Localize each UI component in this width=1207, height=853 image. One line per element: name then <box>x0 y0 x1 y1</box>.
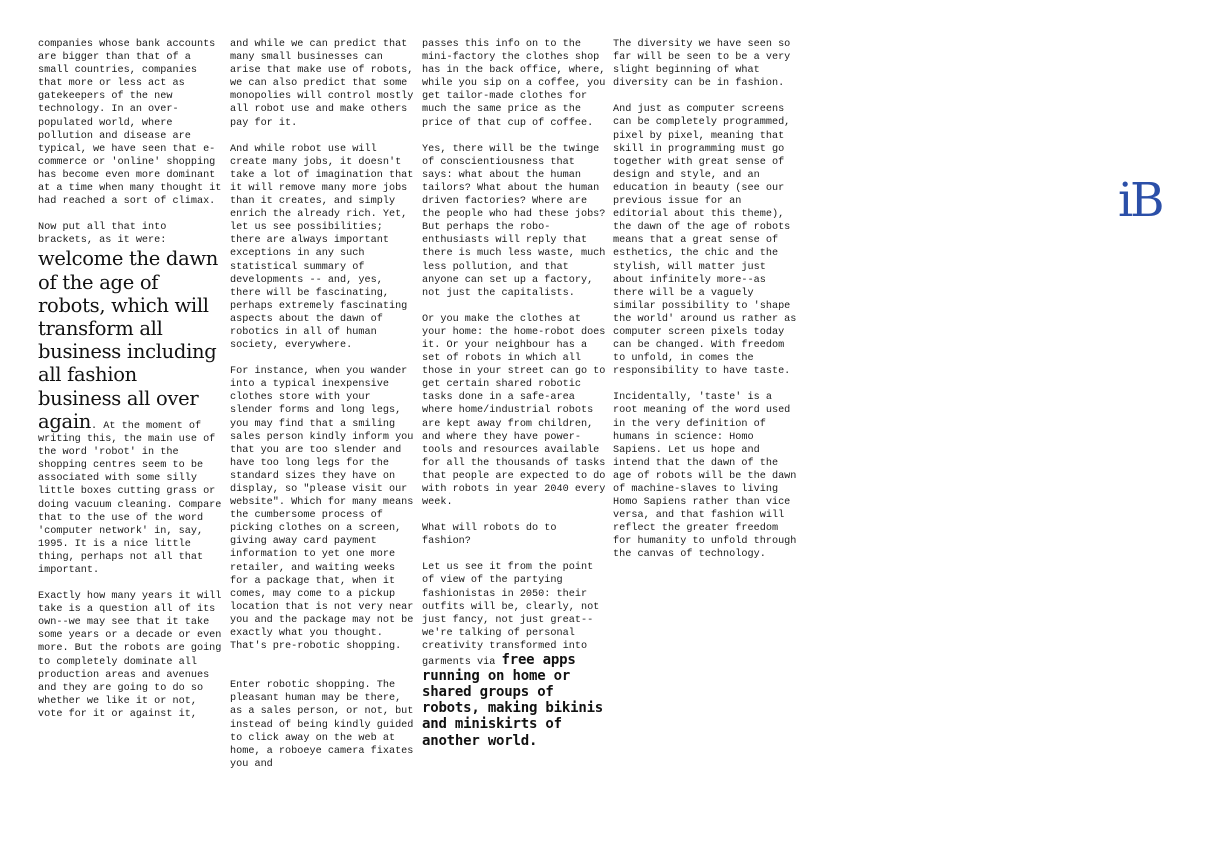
paragraph: Enter robotic shopping. The pleasant human may be there, as a sales person, or not, but instead of being kindly guided to click away on the web at home, a roboeye camera fixates you and <box>230 680 414 770</box>
article-column-3 <box>422 38 606 763</box>
article-column-4 <box>613 38 797 575</box>
pullquote-large: welcome the dawn of the age of robots, which will transform all business including all fashion business all over again <box>38 247 219 433</box>
paragraph: Or you make the clothes at your home: the home-robot does it. Or your neighbour has a set of robots in which all those in your street can go to get certain shared robotic tasks done in a safe-area where home/industrial robots are kept away from children, and where they have power-tools and resources available for all the thousands of tasks that people are expected to do with robots in year 2040 every week. <box>422 313 606 509</box>
paragraph: passes this info on to the mini-factory the clothes shop has in the back office, where, while you sip on a coffee, you get tailor-made clothes for much the same price as the price of that cup of coffee. <box>422 39 606 129</box>
pullquote-intro: Now put all that into brackets, as it were: <box>38 222 167 247</box>
paragraph: Incidentally, 'taste' is a root meaning of the word used in the very definition of humans in science: Homo Sapiens. Let us hope and intend that the dawn of the age of robots will be the dawn of machine-slaves to living Homo Sapiens rather than vice versa, and that fashion will reflect the greater freedom for humanity to unfold through the canvas of technology. <box>613 392 797 561</box>
paragraph: And while robot use will create many jobs, it doesn't take a lot of imagination that it will remove many more jobs than it creates, and simply enrich the already rich. Yet, let us see possibilities; there are always important exceptions in any such statistical summary of developments -- and, yes, there will be fascinating, perhaps extremely fascinating aspects about the dawn of robotics in all of human society, everywhere. <box>230 143 414 352</box>
paragraph: What will robots do to fashion? <box>422 523 557 548</box>
emphasis-large: free apps running on home or shared groups of robots, making bikinis and miniskirts of another world. <box>422 652 604 749</box>
paragraph: and while we can predict that many small businesses can arise that make use of robots, we can also predict that some monopolies will control mostly all robot use and make others pay for it. <box>230 39 414 129</box>
article-column-1 <box>38 38 222 734</box>
paragraph: companies whose bank accounts are bigger than that of a small countries, companies that more or less act as gatekeepers of the new technology. In an over-populated world, where pollution and disease are typical, we have seen that e-commerce or 'online' shopping has become even more dominant at a time when many thought it had reached a sort of climax. <box>38 39 222 208</box>
paragraph-continuation: . At the moment of writing this, the main use of the word 'robot' in the shopping centres seem to be associated with some silly little boxes cutting grass or doing vacuum cleaning. Compare that to the use of the word 'computer network' in, say, 1995. It is a nice little thing, perhaps not all that important. <box>38 420 222 576</box>
ib-logo-text: iB <box>1118 176 1162 218</box>
paragraph: Yes, there will be the twinge of conscientiousness that says: what about the human tailors? What about the human driven factories? Where are the people who had these jobs? But perhaps the robo-enthusiasts will reply that there is much less waste, much less pollution, and that anyone can set up a factory, not just the capitalists. <box>422 143 606 299</box>
ib-logo <box>1118 176 1164 218</box>
paragraph-with-pullquote <box>38 221 222 577</box>
paragraph: The diversity we have seen so far will be seen to be a very slight beginning of what diversity can be in fashion. <box>613 39 791 90</box>
paragraph: And just as computer screens can be completely programmed, pixel by pixel, meaning that skill in programming must go together with great sense of design and style, and an education in beauty (see our previous issue for an editorial about this theme), the dawn of the age of robots means that a great sense of esthetics, the chic and the stylish, will matter just about infinitely more--as there will be a vaguely similar possibility to 'shape the world' around us rather as computer screen pixels today can be changed. With freedom to unfold, in comes the responsibility to have taste. <box>613 104 797 378</box>
paragraph: Exactly how many years it will take is a question all of its own--we may see that it take some years or a decade or even more. But the robots are going to completely dominate all production areas and avenues and they are going to do so whether we like it or not, vote for it or against it, <box>38 591 222 720</box>
article-column-2 <box>230 38 414 784</box>
paragraph-intro: Let us see it from the point of view of the partying fashionistas in 2050: their outfits will be, clearly, not just fancy, not just great--we're talking of personal creativity transformed into garments via <box>422 562 600 669</box>
paragraph-with-emphasis <box>422 561 606 749</box>
paragraph: For instance, when you wander into a typical inexpensive clothes store with your slender forms and long legs, you may find that a smiling sales person kindly inform you that you are too slender and have too long legs for the standard sizes they have on display, so "please visit our website". Which for many means the cumbersome process of picking clothes on a screen, giving away card payment information to yet one more retailer, and waiting weeks for a package that, when it comes, may come to a pickup location that is not very near you and the package may not be exactly what you thought. That's pre-robotic shopping. <box>230 366 414 653</box>
